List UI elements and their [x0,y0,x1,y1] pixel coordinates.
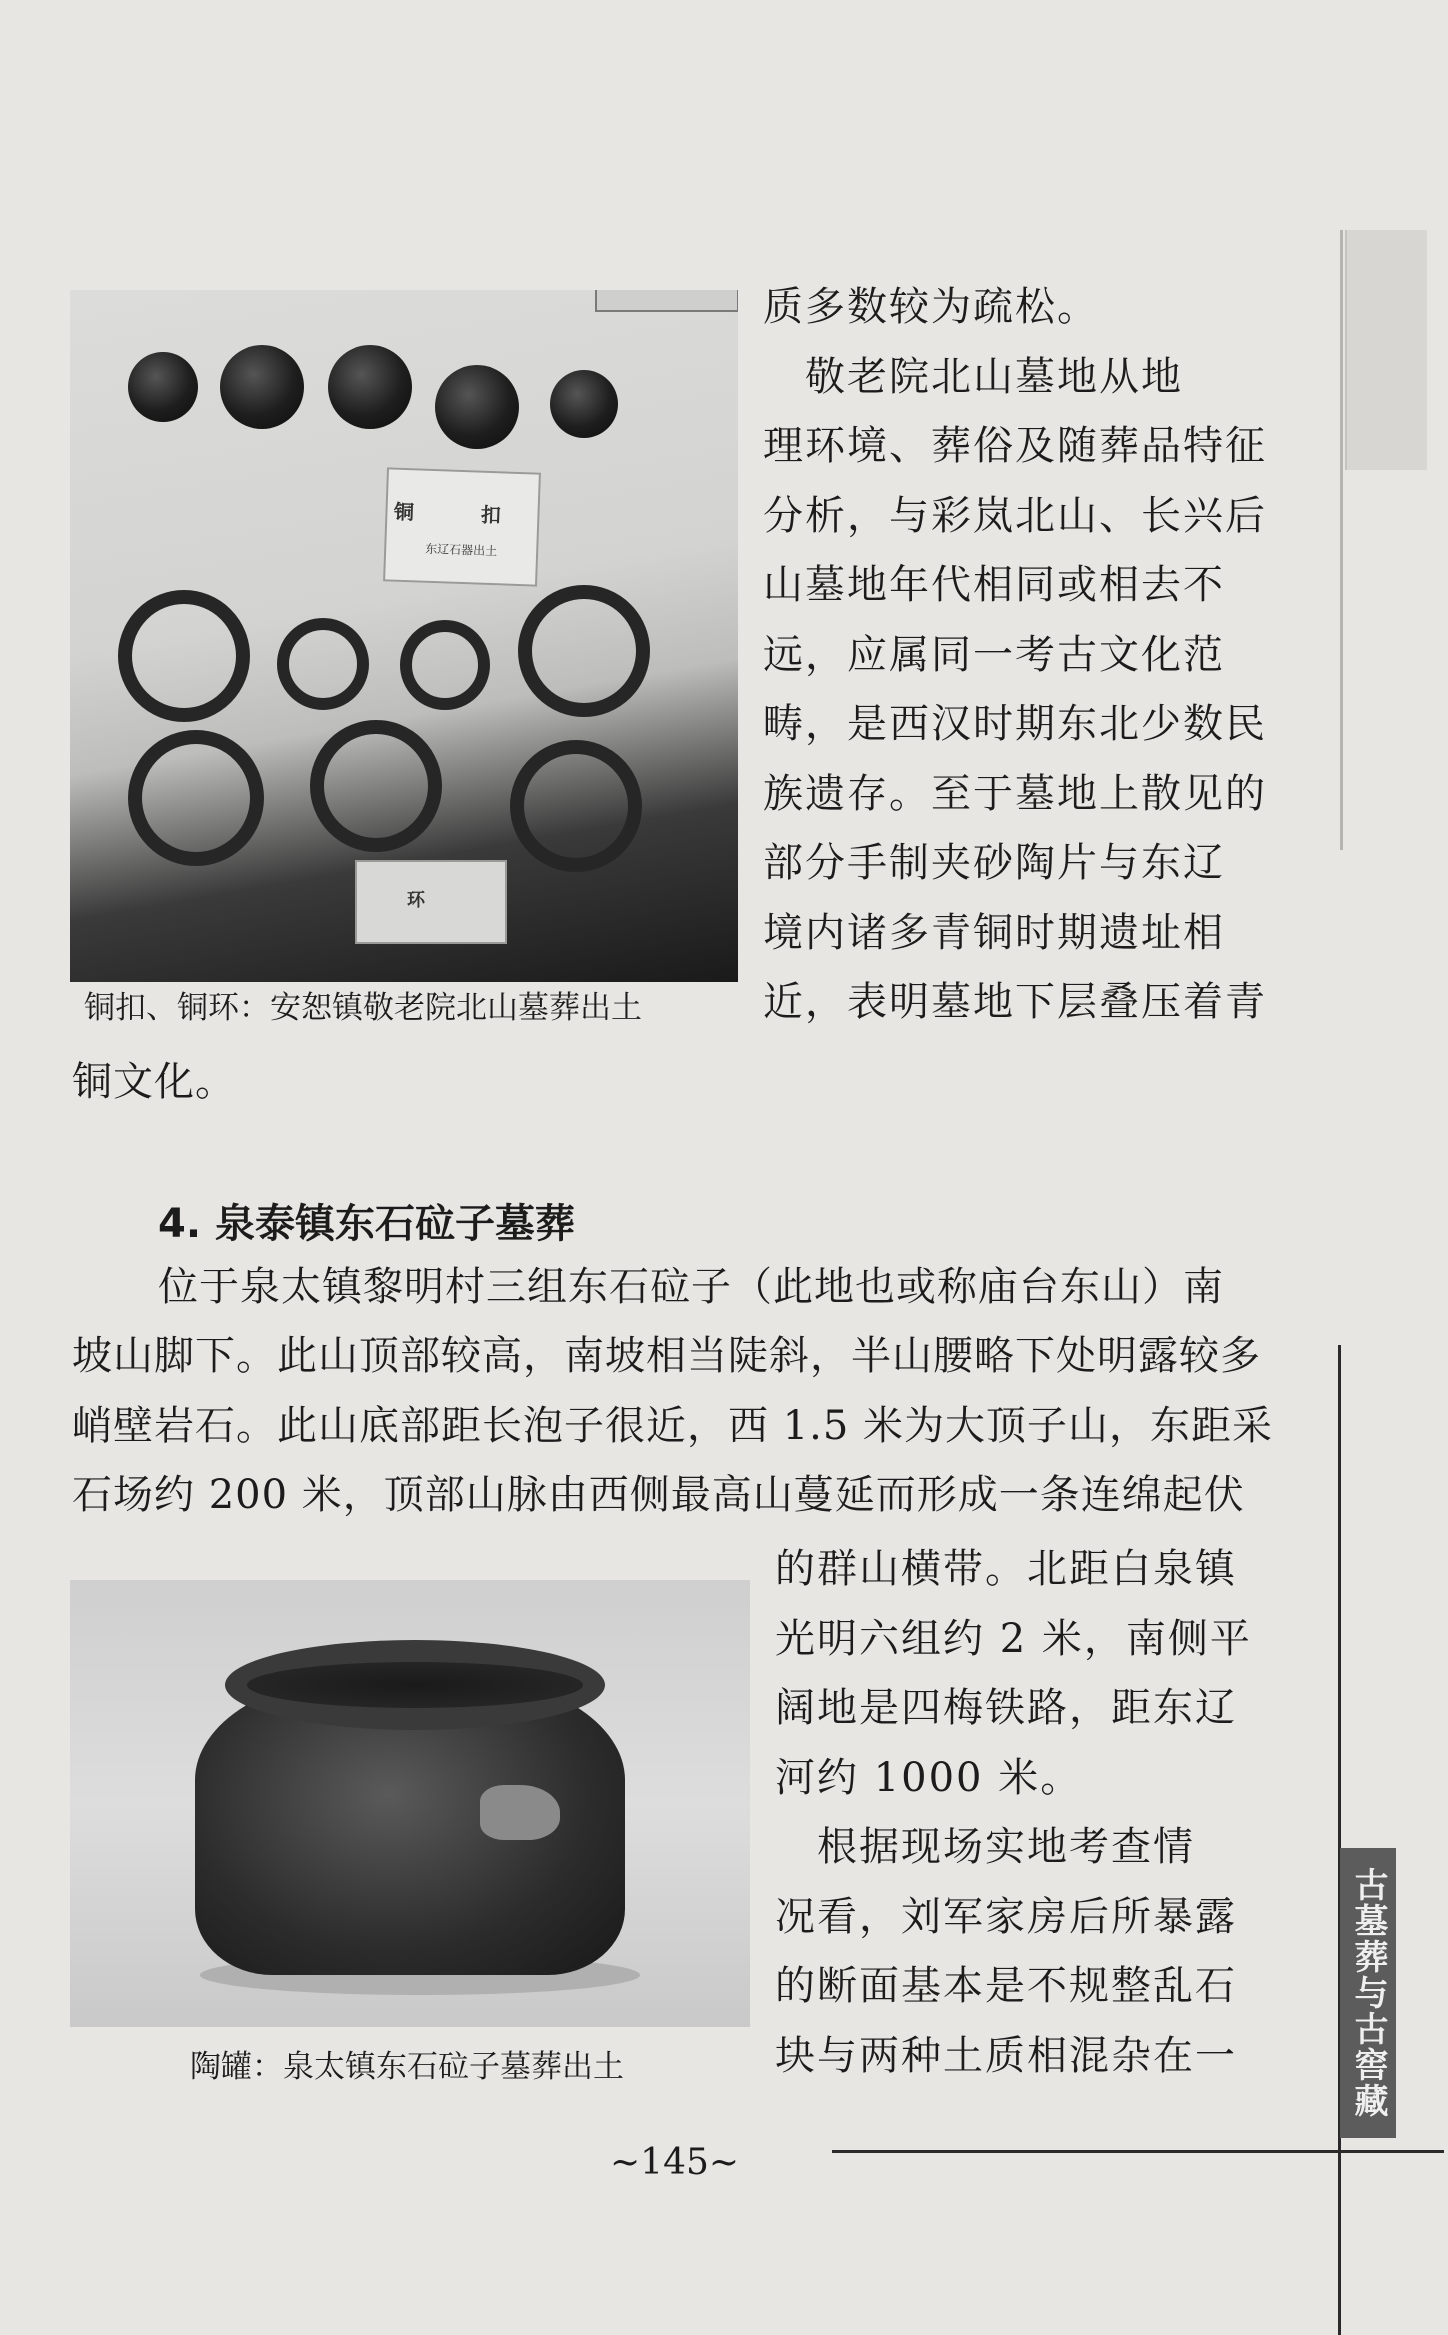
jar-damage [480,1785,560,1840]
chapter-side-tab: 古墓葬与古窖藏 [1340,1848,1396,2138]
footer-rule [832,2150,1444,2153]
copper-button [328,345,412,429]
side-tab-decoration [1345,230,1427,470]
copper-ring [118,590,250,722]
copper-ring [310,720,442,852]
text-line: 近，表明墓地下层叠压着青 [763,979,1267,1025]
text-line: 况看，刘军家房后所暴露 [775,1893,1237,1940]
text-line: 光明六组约 2 米，南侧平 [775,1615,1252,1662]
text-line: 的断面基本是不规整乱石 [775,1963,1237,2009]
margin-rule [1338,1345,1341,2335]
text-line: 铜文化。 [72,1059,236,1105]
text-line: 的群山横带。北距白泉镇 [775,1546,1237,1592]
text-line: 峭壁岩石。此山底部距长泡子很近，西 1.5 米为大顶子山，东距采 [72,1403,1274,1449]
text-line: 阔地是四梅铁路，距东辽 [775,1685,1237,1731]
text-line: 理环境、葬俗及随葬品特征 [763,423,1267,469]
museum-label-card [355,860,507,944]
paragraph-right-column [775,1535,1285,2091]
text-line: 部分手制夹砂陶片与东辽 [763,840,1225,886]
copper-ring [128,730,264,866]
paragraph-right-column [763,273,1283,1038]
museum-label-card [383,467,541,586]
text-line: 石场约 200 米，顶部山脉由西侧最高山蔓延而形成一条连绵起伏 [72,1472,1245,1518]
copper-button [128,352,198,422]
section-heading: 4. 泉泰镇东石砬子墓葬 [158,1201,575,1247]
figure-caption: 陶罐：泉太镇东石砬子墓葬出土 [190,2049,624,2085]
margin-rule-top [1340,230,1343,850]
label-card-title: 铜 扣 [393,499,532,529]
copper-ring [400,620,490,710]
text-line: 畴，是西汉时期东北少数民 [763,701,1267,747]
text-line: 境内诸多青铜时期遗址相 [763,909,1225,956]
copper-ring [518,585,650,717]
copper-button [435,365,519,449]
text-line: 质多数较为疏松。 [763,284,1099,330]
photo-label-fragment [595,290,738,312]
copper-ring [277,618,369,710]
figure-caption: 铜扣、铜环：安恕镇敬老院北山墓葬出土 [84,990,642,1026]
text-line: 河约 1000 米。 [775,1754,1083,1801]
copper-button [220,345,304,429]
photo-copper-buttons-rings [70,290,738,982]
copper-ring [510,740,642,872]
label-card-subtitle: 东辽石器出土 [424,541,498,559]
text-line: 敬老院北山墓地从地 [763,353,1183,400]
pottery-jar-rim [225,1640,605,1730]
text-line: 山墓地年代相同或相去不 [763,562,1225,608]
text-line: 族遗存。至于墓地上散见的 [763,770,1267,817]
text-line: 根据现场实地考查情 [775,1824,1195,1870]
text-line: 分析，与彩岚北山、长兴后 [763,492,1267,539]
text-line: 坡山脚下。此山顶部较高，南坡相当陡斜，半山腰略下处明露较多 [72,1333,1261,1379]
label-card-title: 环 [407,890,455,911]
text-line: 远，应属同一考古文化范 [763,631,1225,678]
copper-button [550,370,618,438]
page-number: ~145~ [610,2142,740,2183]
text-line: 块与两种土质相混杂在一 [775,2032,1237,2079]
text-line: 位于泉太镇黎明村三组东石砬子（此地也或称庙台东山）南 [158,1264,1224,1310]
photo-pottery-jar [70,1580,750,2027]
